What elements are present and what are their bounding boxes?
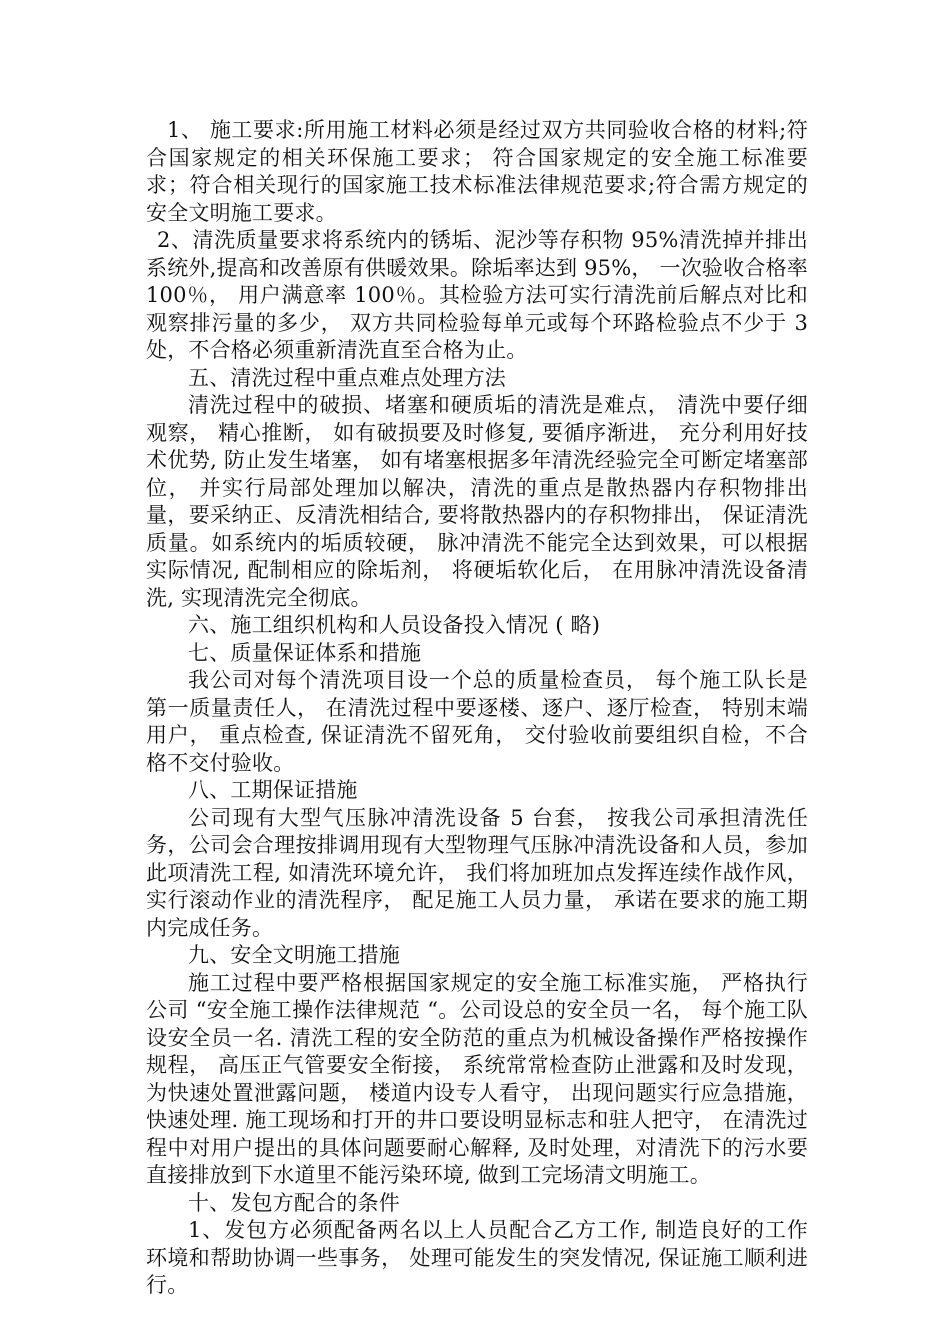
paragraph-client-cooperation: 1、发包方必须配备两名以上人员配合乙方工作, 制造良好的工作环境和帮助协调一些事务， 处理可能发生的突发情况, 保证施工顺利进行。 [146,1218,808,1297]
heading-section-9: 九、安全文明施工措施 [188,943,400,967]
paragraph-cleaning-quality: 2、清洗质量要求将系统内的锈垢、泥沙等存积物 95%清洗掉并排出系统外,提高和改善原有供暖效果。除垢率达到 95%， 一次验收合格率 100％， 用户满意率 100％。其检验方法可实行清洗前后解点对比和观察排污量的多少， 双方共同检验每单元或每个环路检验点不少于 3 处，不合格必须重新清洗直至合格为止。 [146,228,808,362]
paragraph-difficulty-handling: 清洗过程中的破损、堵塞和硬质垢的清洗是难点， 清洗中要仔细观察， 精心推断， 如有破损要及时修复, 要循序渐进， 充分利用好技术优势, 防止发生堵塞， 如有堵塞根据多年清洗经验完全可断定堵塞部位， 并实行局部处理加以解决，清洗的重点是散热器内存积物排出量，要采纳正、反清洗相结合, 要将散热器内的存积物排出， 保证清洗质量。如系统内的垢质较硬， 脉冲清洗不能完全达到效果，可以根据实际情况, 配制相应的除垢剂， 将硬垢软化后， 在用脉冲清洗设备清洗, 实现清洗完全彻底。 [146,393,808,610]
heading-section-6: 六、施工组织机构和人员设备投入情况 ( 略) [188,613,601,637]
heading-section-10: 十、发包方配合的条件 [188,1190,400,1215]
paragraph-schedule-assurance: 公司现有大型气压脉冲清洗设备 5 台套， 按我公司承担清洗任务，公司会合理按排调用现有大型物理气压脉冲清洗设备和人员，参加此项清洗工程, 如清洗环境允许， 我们将加班加点发挥连续作战作风， 实行滚动作业的清洗程序， 配足施工人员力量， 承诺在要求的施工期内完成任务。 [146,805,808,940]
paragraph-quality-assurance: 我公司对每个清洗项目设一个总的质量检查员， 每个施工队长是第一质量责任人， 在清洗过程中要逐楼、逐户、逐厅检查， 特别末端用户， 重点检查, 保证清洗不留死角， 交付验收前要组织自检，不合格不交付验收。 [146,668,808,775]
heading-section-7: 七、质量保证体系和措施 [188,640,422,665]
heading-section-5: 五、清洗过程中重点难点处理方法 [188,365,506,390]
document-body [146,117,808,1300]
paragraph-safety-measures: 施工过程中要严格根据国家规定的安全施工标准实施， 严格执行公司 “安全施工操作法律规范 “。公司设总的安全员一名， 每个施工队设安全员一名. 清洗工程的安全防范的重点为机械设备操作严格按操作规程， 高压正气管要安全衔接， 系统常常检查防止泄露和及时发现， 为快速处置泄露问题， 楼道内设专人看守， 出现问题实行应急措施， 快速处理. 施工现场和打开的井口要设明显标志和驻人把守， 在清洗过程中对用户提出的具体问题要耐心解释, 及时处理，对清洗下的污水要直接排放到下水道里不能污染环境, 做到工完场清文明施工。 [146,970,808,1187]
heading-section-8: 八、工期保证措施 [188,778,358,802]
paragraph-construction-requirements: 1、 施工要求:所用施工材料必须是经过双方共同验收合格的材料;符合国家规定的相关环保施工要求； 符合国家规定的安全施工标准要求；符合相关现行的国家施工技术标准法律规范要求;符合需方规定的安全文明施工要求。 [146,118,808,225]
